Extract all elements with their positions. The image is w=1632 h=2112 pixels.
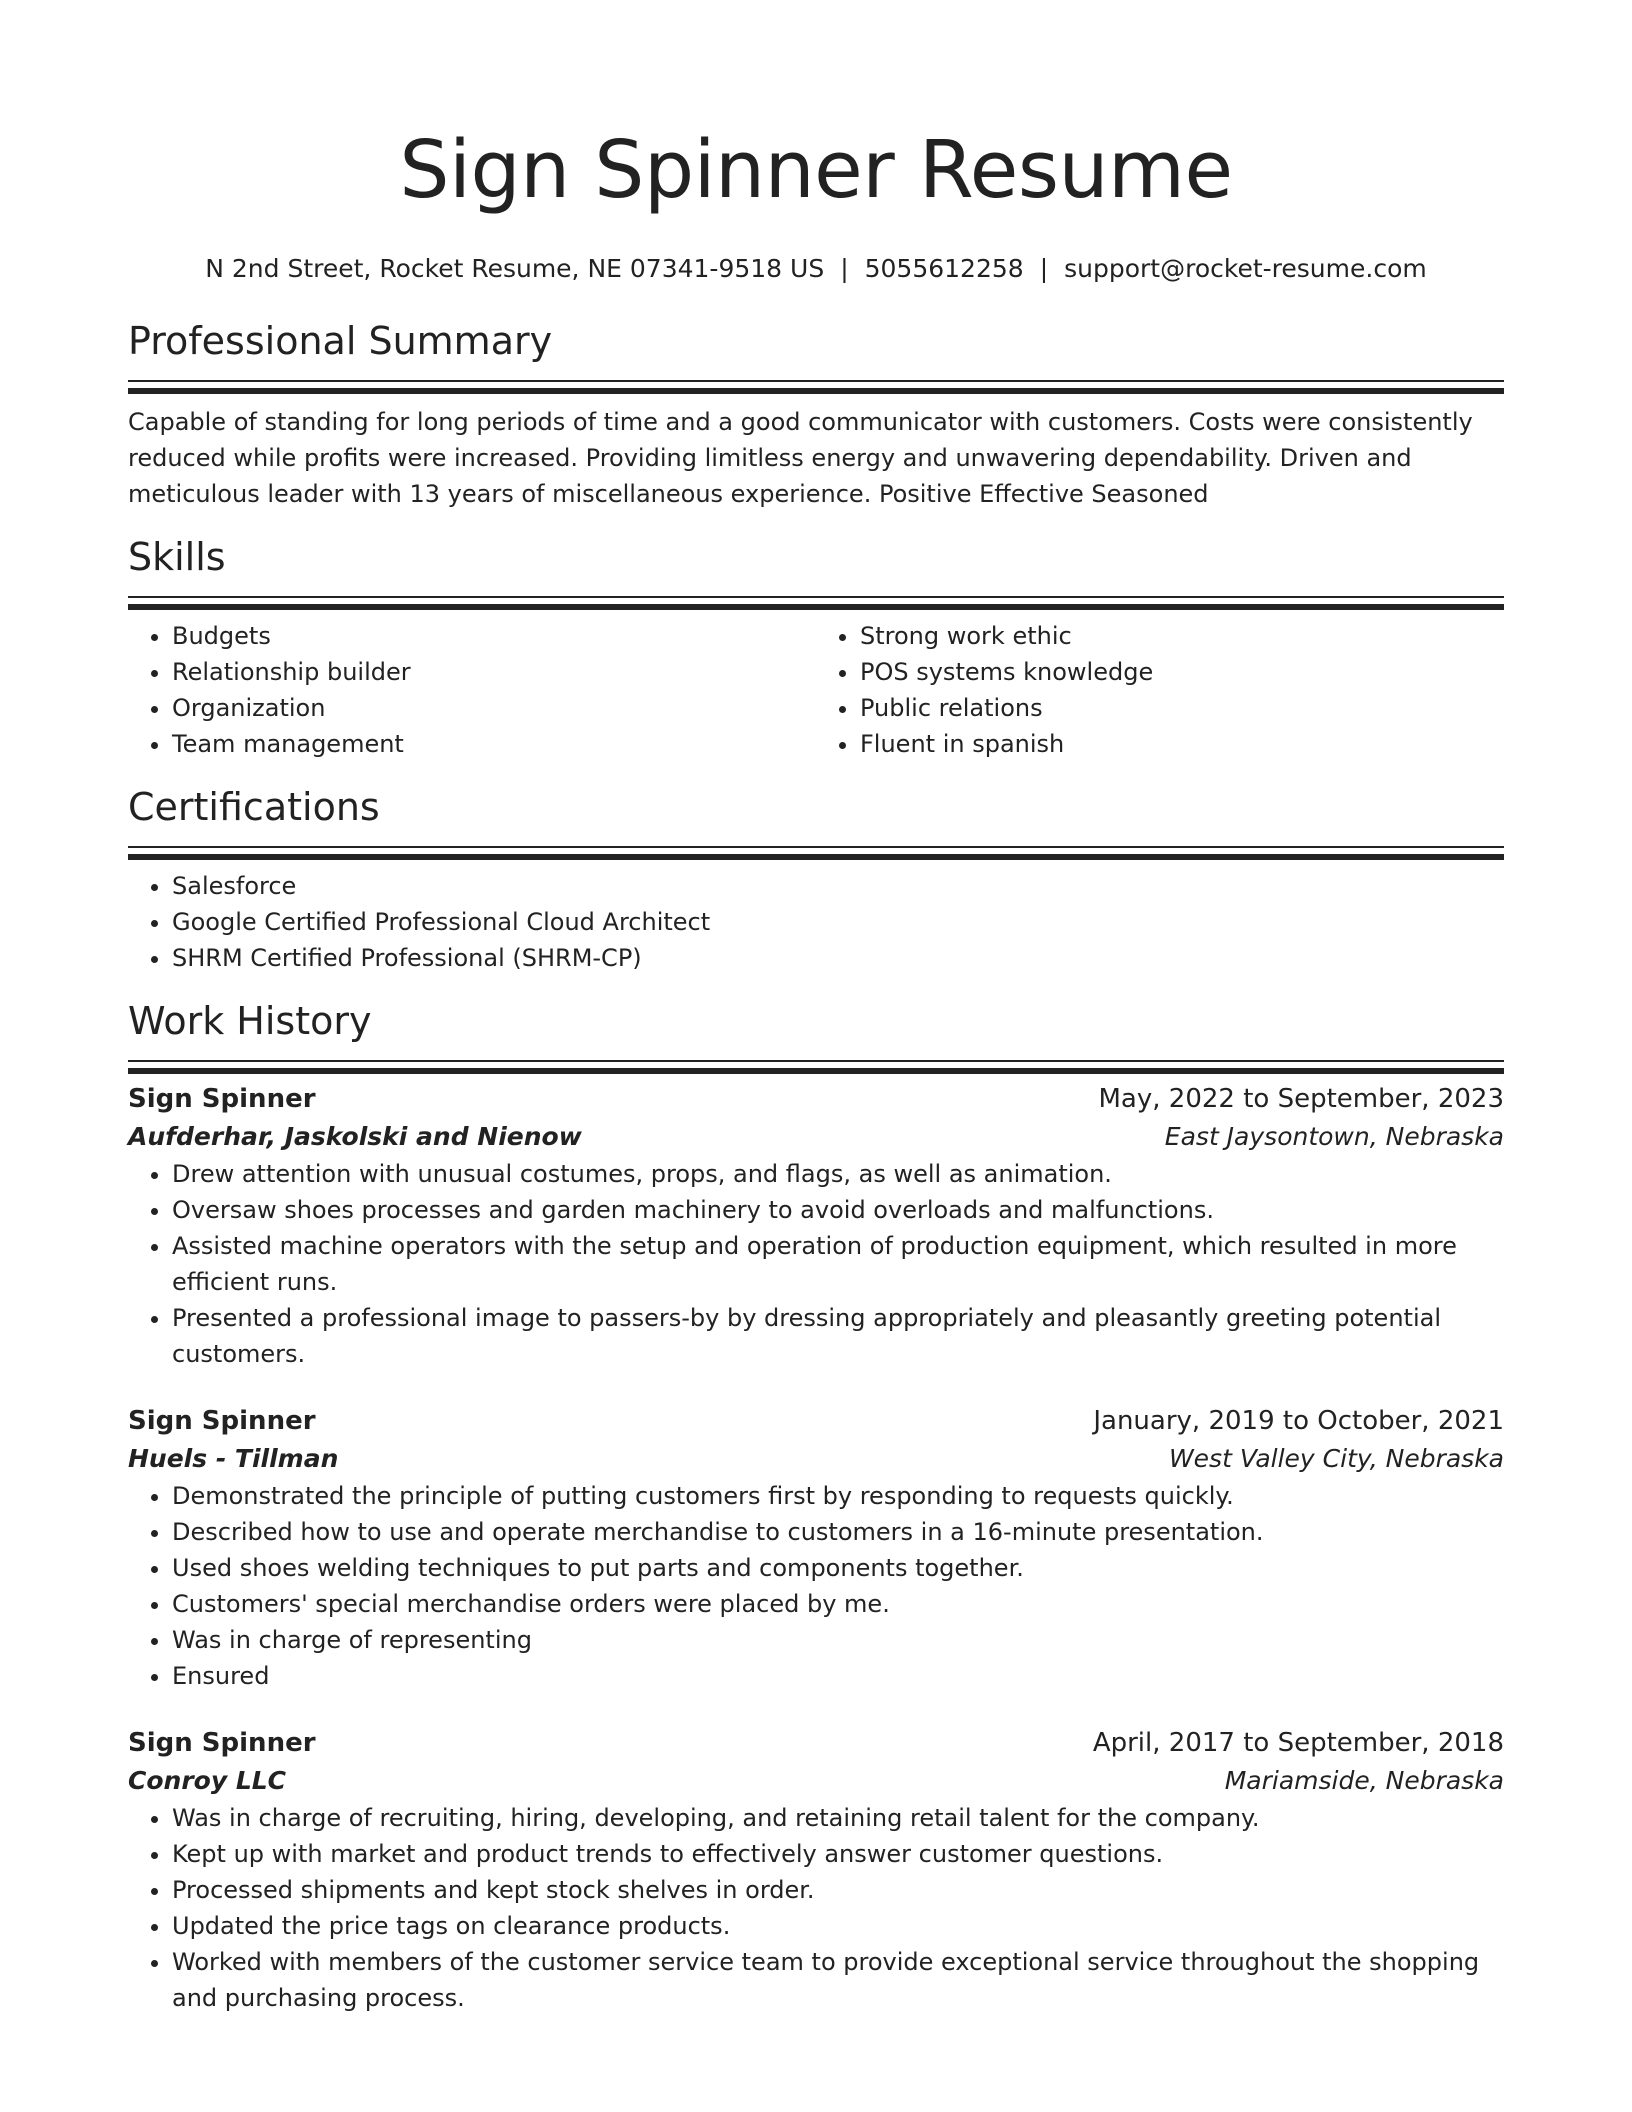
job-company-row [128, 1440, 1504, 1478]
job-duties [128, 1800, 1504, 2016]
contact-separator: | [1039, 254, 1049, 283]
certification-item: • Google Certified Professional Cloud Architect [172, 904, 1504, 940]
job-duties [128, 1478, 1504, 1694]
work-history-section [128, 996, 1504, 2016]
skills-list-left [128, 618, 816, 762]
skill-item: • Organization [172, 690, 816, 726]
section-divider [128, 846, 1504, 862]
section-divider [128, 1060, 1504, 1076]
skills-section [128, 532, 1504, 762]
certifications-section [128, 782, 1504, 976]
job-company-row [128, 1762, 1504, 1800]
duty-item: • Customers' special merchandise orders were placed by me. [172, 1586, 1504, 1622]
job-entry [128, 1080, 1504, 1372]
job-dates: May, 2022 to September, 2023 [1098, 1084, 1504, 1114]
contact-address: N 2nd Street, Rocket Resume, NE 07341-9518 US [205, 254, 825, 283]
contact-line [128, 252, 1504, 286]
job-header-row [128, 1080, 1504, 1118]
duty-item: • Described how to use and operate merchandise to customers in a 16-minute presentation. [172, 1514, 1504, 1550]
duty-item: • Updated the price tags on clearance products. [172, 1908, 1504, 1944]
job-entry [128, 1402, 1504, 1694]
skills-list-right [816, 618, 1504, 762]
duty-item: • Demonstrated the principle of putting customers first by responding to requests quickly. [172, 1478, 1504, 1514]
skill-item: • Relationship builder [172, 654, 816, 690]
job-title: Sign Spinner [128, 1406, 316, 1436]
job-dates: January, 2019 to October, 2021 [1093, 1406, 1504, 1436]
section-divider [128, 596, 1504, 612]
job-title: Sign Spinner [128, 1084, 316, 1114]
skill-item: • Public relations [860, 690, 1504, 726]
job-entry [128, 1724, 1504, 2016]
section-divider [128, 380, 1504, 396]
job-header-row [128, 1724, 1504, 1762]
duty-item: • Drew attention with unusual costumes, props, and flags, as well as animation. [172, 1156, 1504, 1192]
duty-item: • Ensured [172, 1658, 1504, 1694]
certifications-list [128, 868, 1504, 976]
work-history-heading: Work History [128, 999, 372, 1043]
summary-section [128, 316, 1504, 512]
job-duties [128, 1156, 1504, 1372]
skill-item: • POS systems knowledge [860, 654, 1504, 690]
summary-text: Capable of standing for long periods of time and a good communicator with customers. Costs were consistently reduced while profits were increased. Providing limitless energy and unwavering dependability. Driven and meticulous leader with 13 years of miscellaneous experience. Positive Effective Seasoned [128, 408, 1473, 508]
certification-item: • Salesforce [172, 868, 1504, 904]
job-company: Aufderhar, Jaskolski and Nienow [128, 1122, 582, 1151]
duty-item: • Presented a professional image to passers-by by dressing appropriately and pleasantly greeting potential customers. [172, 1300, 1504, 1372]
duty-item: • Was in charge of representing [172, 1622, 1504, 1658]
duty-item: • Kept up with market and product trends to effectively answer customer questions. [172, 1836, 1504, 1872]
job-company-row [128, 1118, 1504, 1156]
duty-item: • Processed shipments and kept stock shelves in order. [172, 1872, 1504, 1908]
skills-grid [128, 618, 1504, 762]
job-location: West Valley City, Nebraska [1168, 1444, 1504, 1473]
skills-heading: Skills [128, 535, 226, 579]
duty-item: • Used shoes welding techniques to put parts and components together. [172, 1550, 1504, 1586]
duty-item: • Assisted machine operators with the setup and operation of production equipment, which resulted in more efficient runs. [172, 1228, 1504, 1300]
job-dates: April, 2017 to September, 2018 [1092, 1728, 1504, 1758]
job-title: Sign Spinner [128, 1728, 316, 1758]
skill-item: • Strong work ethic [860, 618, 1504, 654]
job-header-row [128, 1402, 1504, 1440]
contact-email: support@rocket-resume.com [1064, 254, 1427, 283]
job-company: Conroy LLC [128, 1766, 287, 1795]
duty-item: • Was in charge of recruiting, hiring, developing, and retaining retail talent for the company. [172, 1800, 1504, 1836]
job-company: Huels - Tillman [128, 1444, 339, 1473]
skill-item: • Budgets [172, 618, 816, 654]
skill-item: • Team management [172, 726, 816, 762]
duty-item: • Oversaw shoes processes and garden machinery to avoid overloads and malfunctions. [172, 1192, 1504, 1228]
certification-item: • SHRM Certified Professional (SHRM-CP) [172, 940, 1504, 976]
skill-item: • Fluent in spanish [860, 726, 1504, 762]
certifications-heading: Certifications [128, 785, 380, 829]
duty-item: • Worked with members of the customer service team to provide exceptional service throughout the shopping and purchasing process. [172, 1944, 1504, 2016]
job-location: Mariamside, Nebraska [1224, 1766, 1504, 1795]
contact-phone: 5055612258 [864, 254, 1024, 283]
summary-heading: Professional Summary [128, 319, 553, 363]
contact-separator: | [840, 254, 849, 283]
job-location: East Jaysontown, Nebraska [1164, 1122, 1504, 1151]
resume-title: Sign Spinner Resume [399, 124, 1233, 216]
